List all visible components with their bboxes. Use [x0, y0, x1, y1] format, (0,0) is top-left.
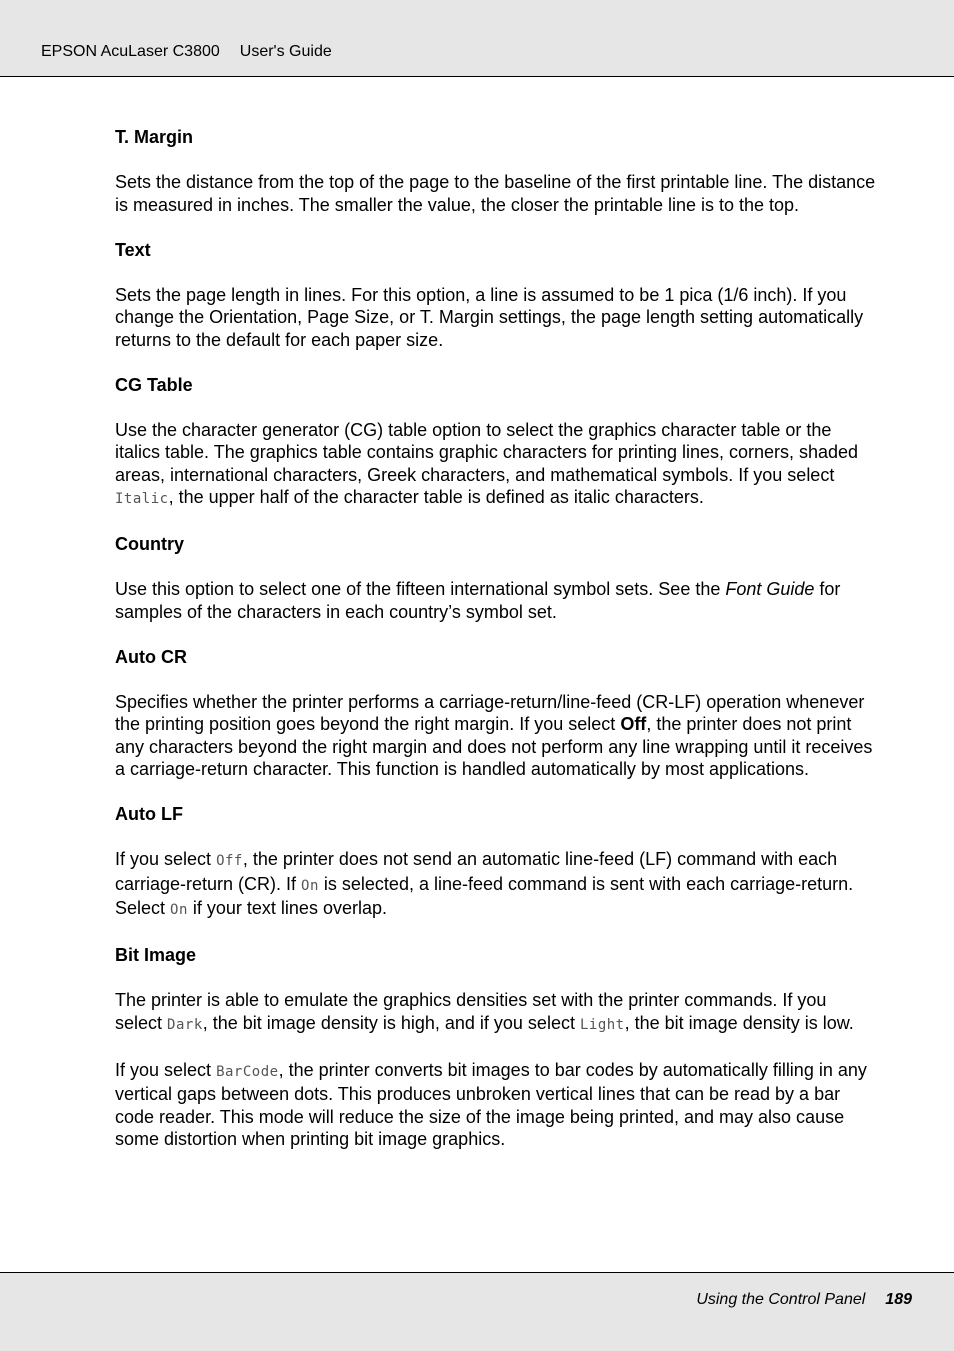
text-run: If you select — [115, 1059, 217, 1080]
text-run: The printer is able to emulate the graphics densities set with the printer commands. If you select — [115, 990, 827, 1033]
lcd-value: Off — [216, 853, 243, 869]
page-number: 189 — [885, 1291, 912, 1308]
header-product: EPSON AcuLaser C3800 — [41, 43, 220, 60]
section-text-bit-image-2 — [115, 1059, 877, 1151]
section-text-t-margin: Sets the distance from the top of the page to the baseline of the first printable line. The distance is measured in inches. The smaller the value, the closer the printable line is to the top. — [115, 172, 876, 215]
page-footer — [0, 1272, 954, 1351]
header-text — [41, 42, 332, 62]
page-content — [115, 126, 877, 1173]
text-run: Use the character generator (CG) table option to select the graphics character table or the italics table. The graphics table contains graphic characters for printing lines, corners, shaded areas, international characters, Greek characters, and mathematical symbols. If you select — [115, 419, 859, 485]
font-guide-reference: Font Guide — [725, 579, 815, 599]
lcd-value: Dark — [167, 1016, 203, 1033]
section-title-auto-lf: Auto LF — [115, 804, 183, 824]
section-title-country: Country — [115, 534, 184, 554]
footer-section-title: Using the Control Panel — [696, 1291, 866, 1308]
text-run: Specifies whether the printer performs a carriage-return/line-feed (CR-LF) operation whenever the printing position goes beyond the right margin. If you select — [115, 691, 865, 734]
bold-value: Off — [620, 714, 647, 734]
text-run: , the bit image density is low. — [624, 1012, 854, 1033]
section-text-bit-image-1 — [115, 989, 877, 1036]
text-run: , the upper half of the character table is defined as italic characters. — [168, 487, 704, 507]
section-text-cg-table — [115, 419, 877, 511]
page-header — [0, 0, 954, 77]
text-run: , the printer does not send an automatic line-feed (LF) command with each carriage-return (CR). If — [115, 849, 838, 894]
text-run: for samples of the characters in each country’s symbol set. — [115, 579, 841, 622]
footer-text — [696, 1290, 912, 1310]
section-text-country — [115, 578, 877, 623]
text-run: , the printer converts bit images to bar codes by automatically filling in any vertical gaps between dots. This produces unbroken vertical lines that can be read by a bar code reader. This mode will reduce the size of the image being printed, and may also cause some distortion when printing bit image graphics. — [115, 1059, 867, 1149]
section-text-auto-cr — [115, 691, 877, 781]
section-title-cg-table: CG Table — [115, 374, 193, 395]
text-run: if your text lines overlap. — [187, 898, 387, 918]
text-run: is selected, a line-feed command is sent with each carriage-return. Select — [115, 873, 854, 918]
text-run: , the printer does not print any characters beyond the right margin and does not perform any line wrapping until it receives a carriage-return character. This function is handled automatically by most applications. — [115, 714, 873, 779]
lcd-value: On — [301, 877, 319, 894]
section-text-auto-lf — [115, 848, 877, 922]
text-run: If you select — [115, 849, 217, 869]
text-run: , the bit image density is high, and if you select — [202, 1012, 580, 1033]
section-title-bit-image: Bit Image — [115, 945, 197, 965]
header-guide: User's Guide — [239, 43, 332, 60]
lcd-value: BarCode — [216, 1063, 279, 1080]
lcd-value: On — [170, 902, 188, 918]
text-run: Use this option to select one of the fifteen international symbol sets. See the — [115, 579, 726, 599]
section-text-text: Sets the page length in lines. For this option, a line is assumed to be 1 pica (1/6 inch). If you change the Orientation, Page Size, or T. Margin settings, the page length setting automatically returns to the default for each paper size. — [115, 284, 864, 350]
lcd-value: Italic — [115, 491, 169, 507]
section-title-t-margin: T. Margin — [115, 127, 194, 147]
section-title-text: Text — [115, 239, 151, 260]
lcd-value: Light — [579, 1016, 625, 1033]
section-title-auto-cr: Auto CR — [115, 646, 187, 667]
